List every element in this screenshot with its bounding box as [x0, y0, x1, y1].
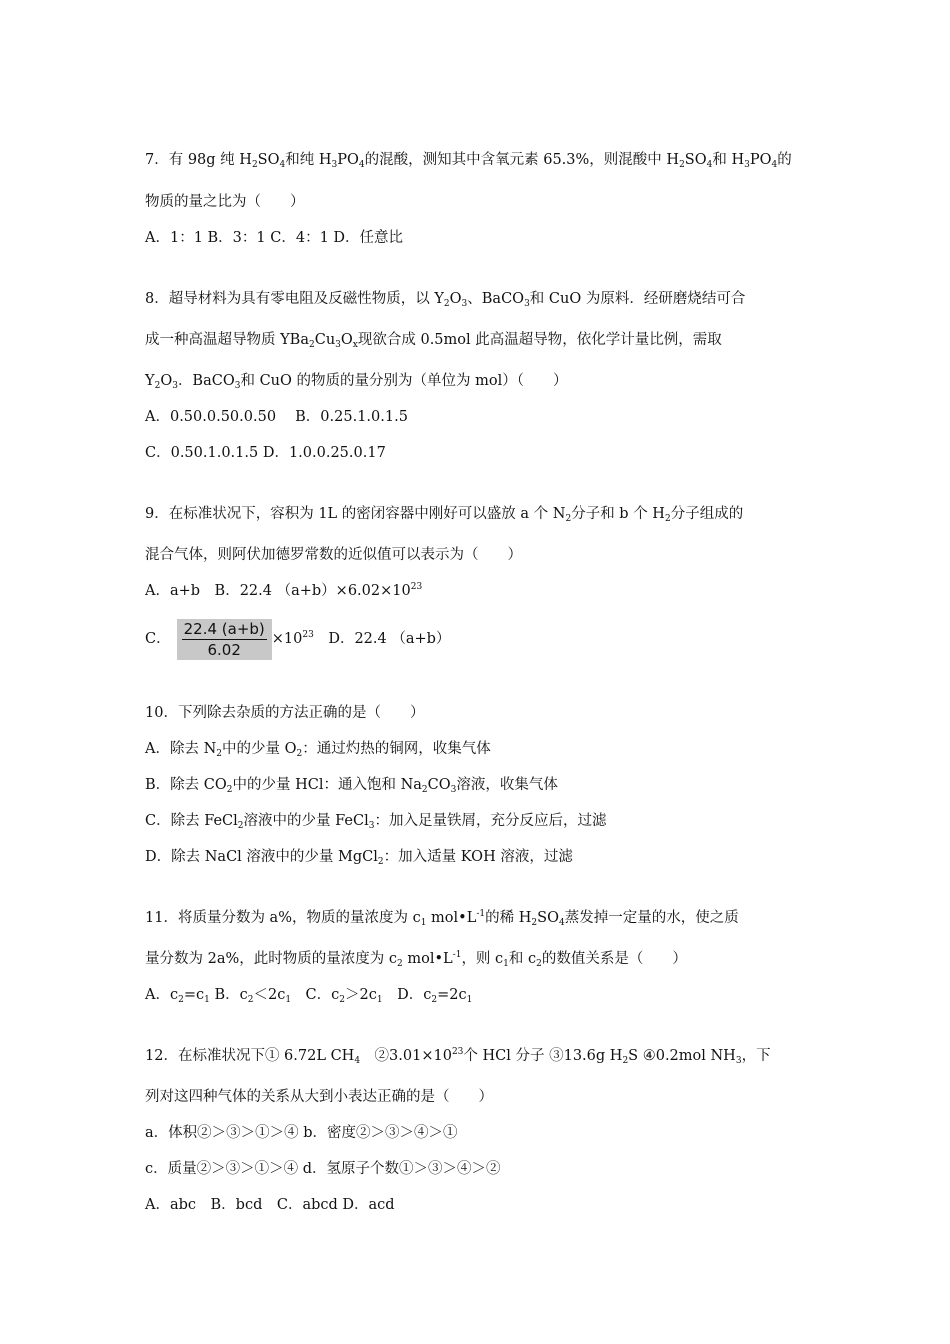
- q10-option-c: C．除去 FeCl$_2$溶液中的少量 FeCl$_3$：加入足量铁屑，充分反应后，过滤: [145, 813, 607, 831]
- q12-options: A．abc B．bcd C．abcd D．acd: [145, 1197, 395, 1213]
- fraction-numerator: 22.4 (a+b): [183, 619, 265, 638]
- q9-stem-line1: 9．在标准状况下，容积为 1L 的密闭容器中刚好可以盛放 a 个 $N_2$分子和 b 个 $H_2$分子组成的: [145, 506, 744, 524]
- fraction-denominator: 6.02: [207, 640, 241, 659]
- q9-options-cd: C． $\frac{22.4 (a+b)}{6.02}$ $\times 10^{23}$ D．22.4 （a+b）: [145, 619, 451, 659]
- q8-options-ab: A．0.50.0.50.0.50 B．0.25.1.0.1.5: [145, 409, 408, 425]
- q10-option-b: B．除去 $CO_2$中的少量 HCl：通入饱和 $Na_2CO_3$溶液，收集气体: [145, 777, 558, 795]
- q7-stem-line2: 物质的量之比为（ ）: [145, 194, 305, 210]
- q11-stem-line1: 11．将质量分数为 a%，物质的量浓度为 $c_1$ $mol•L^{-1}$的稀 $H_2SO_4$蒸发掉一定量的水，使之质: [145, 909, 739, 928]
- q8-stem-line2: 成一种高温超导物质 $YBa_2Cu_3O_x$现欲合成 0.5mol 此高温超导物，依化学计量比例，需取: [145, 332, 722, 350]
- q11-stem-line2: 量分数为 2a%，此时物质的量浓度为 $c_2$ $mol•L^{-1}$，则 $c_1$和 $c_2$的数值关系是（ ）: [145, 950, 687, 969]
- q12-stem-line2: 列对这四种气体的关系从大到小表达正确的是（ ）: [145, 1089, 493, 1105]
- q10-option-a: A．除去 $N_2$中的少量 $O_2$：通过灼热的铜网，收集气体: [145, 741, 491, 759]
- q12-stem-line1: 12．在标准状况下① 6.72L $CH_4$ $②3.01\times 10^{23}$个 HCl 分子 ③13.6g $H_2S$ ④0.2mol $NH_3$，下: [145, 1047, 771, 1066]
- q11-options: A．$c_2=c_1$ B．$c_2<2c_1$ C．$c_2>2c_1$ D．$c_2=2c_1$: [145, 987, 473, 1005]
- q10-option-d: D．除去 NaCl 溶液中的少量 MgCl$_2$：加入适量 KOH 溶液，过滤: [145, 849, 573, 867]
- q8-stem-line3: $Y_2O_3$．BaCO$_3$和 CuO 的物质的量分别为（单位为 mol）（ ）: [145, 373, 568, 391]
- q7-options: A．1：1 B．3：1 C．4：1 D．任意比: [145, 230, 404, 246]
- q8-options-cd: C．0.50.1.0.1.5 D．1.0.0.25.0.17: [145, 445, 386, 461]
- q9-fraction: [177, 619, 272, 660]
- q10-stem: 10．下列除去杂质的方法正确的是（ ）: [145, 705, 425, 721]
- q12-statement-cd: c．质量②＞③＞①＞④ d．氢原子个数①＞③＞④＞②: [145, 1161, 501, 1177]
- q9-options-ab: A．a+b B．22.4 $(a+b)\times 6.02\times 10^{23}$: [145, 582, 423, 599]
- q9-stem-line2: 混合气体，则阿伏加德罗常数的近似值可以表示为（ ）: [145, 547, 522, 563]
- q12-statement-ab: a．体积②＞③＞①＞④ b．密度②＞③＞④＞①: [145, 1125, 458, 1141]
- q8-stem-line1: 8．超导材料为具有零电阻及反磁性物质，以 $Y_2O_3$、BaCO$_3$和 CuO 为原料．经研磨烧结可合: [145, 291, 746, 309]
- q7-stem-line1: 7．有 98g 纯 $H_2SO_4$和纯 $H_3PO_4$的混酸，测知其中含氧元素 65.3%，则混酸中 $H_2SO_4$和 $H_3PO_4$的: [145, 152, 792, 170]
